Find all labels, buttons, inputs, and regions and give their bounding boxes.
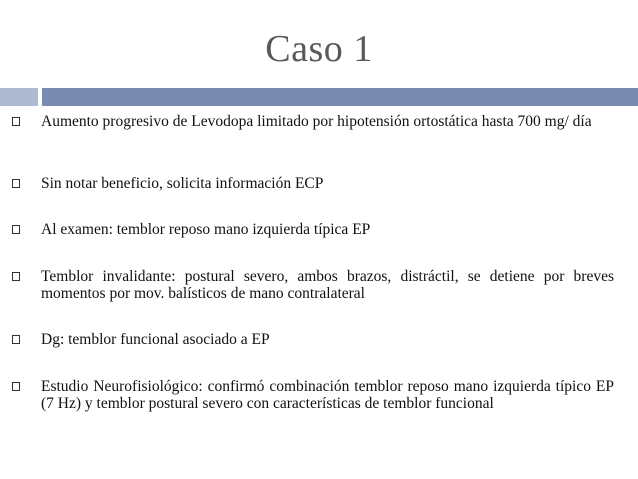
square-bullet-icon [12, 117, 20, 126]
square-bullet-icon [12, 179, 20, 188]
bullet-text: Sin notar beneficio, solicita información ECP [41, 175, 324, 192]
header-band-left [0, 88, 38, 106]
square-bullet-icon [12, 225, 20, 234]
bullet-text: Dg: temblor funcional asociado a EP [41, 331, 270, 348]
bullet-text: Temblor invalidante: postural severo, ambos brazos, distráctil, se detiene por breves momentos por mov. balísticos de mano contralateral [41, 268, 614, 302]
slide-title: Caso 1 [265, 28, 373, 70]
bullet-text: Estudio Neurofisiológico: confirmó combinación temblor reposo mano izquierda típico EP (7 Hz) y temblor postural severo con características de temblor funcional [41, 378, 614, 412]
header-band-right [42, 88, 638, 106]
square-bullet-icon [12, 335, 20, 344]
bullet-text: Aumento progresivo de Levodopa limitado por hipotensión ortostática hasta 700 mg/ día [41, 113, 592, 130]
bullet-text: Al examen: temblor reposo mano izquierda típica EP [41, 221, 371, 238]
square-bullet-icon [12, 382, 20, 391]
square-bullet-icon [12, 272, 20, 281]
